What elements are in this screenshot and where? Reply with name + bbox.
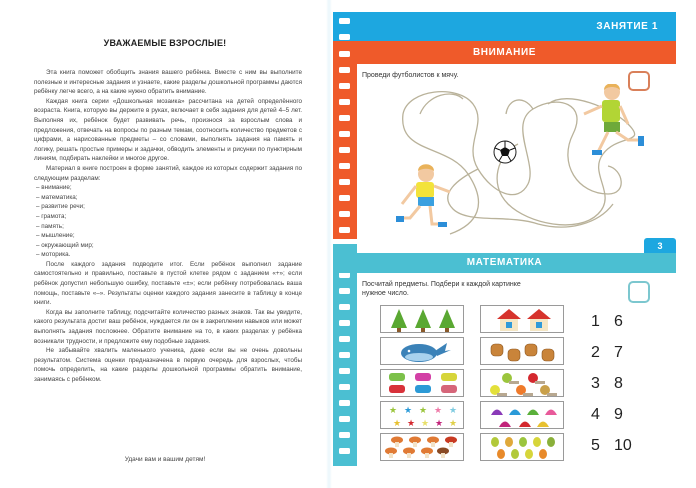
snail-icon [481,370,564,397]
math-header [333,253,676,273]
card-hats[interactable] [480,401,564,429]
list-item: – развитие речи; [36,203,85,211]
car-icon [381,370,464,397]
hat-icon [481,402,564,429]
card-fir-trees[interactable] [380,305,464,333]
math-task-line: Посчитай предметы. Подбери к каждой картинке [362,281,521,288]
card-stars[interactable] [380,401,464,429]
svg-text:★: ★ [388,405,398,415]
paragraph: Эта книга поможет обобщить знания вашего ребёнка. Вместе с ним вы выполните полезные и интересные задания и узнаете, какие разделы дошкольной программы даются ребёнку легче всего, а на какие нужно обратить внимание. [34,69,302,96]
leaf-icon [481,434,564,461]
list-item: – память; [36,222,64,230]
card-leaves[interactable] [480,433,564,461]
svg-text:★: ★ [433,405,443,415]
number-option[interactable]: 1 [591,313,600,330]
lesson-label: ЗАНЯТИЕ 1 [596,21,658,32]
binding-hole [339,336,350,342]
page-title: УВАЖАЕМЫЕ ВЗРОСЛЫЕ! [103,38,227,48]
card-snails[interactable] [480,369,564,397]
binding-hole [339,67,350,73]
binding-hole [339,448,350,454]
svg-text:★: ★ [403,405,413,415]
binding-hole [339,115,350,121]
math-task-line: нужное число. [362,290,409,297]
paragraph: Каждая книга серии «Дошкольная мозаика» рассчитана на детей определённого возраста. Книга, которую вы держите в руках, включает в себя задания для детей 4–5 лет. Выполняя их, ребёнок будет развивать речь, произнося за взрослым слова и предложения, отвечать на вопросы по разным темам, соотносить количество предметов с цифрами, а нарисованные предметы – со словами, выполнять задания на память и логику, решать простые примеры и задачки, обводить элементы и рисунки по пунктирным линиям, подбирать наклейки и многое другое. [34,97,302,163]
binding-strip-teal [333,244,357,466]
svg-text:★: ★ [392,418,402,428]
binding-hole [339,368,350,374]
football-icon [494,141,516,163]
number-option[interactable]: 5 [591,437,600,454]
binding-hole [339,179,350,185]
star-icon [381,402,464,429]
binding-hole [339,304,350,310]
binding-hole [339,288,350,294]
attention-heading: ВНИМАНИЕ [472,47,537,58]
paragraph: После каждого задания подводите итог. Если ребёнок выполнил задание самостоятельно и правильно, поставьте в пустой клетке рядом с заданием «+»; если ребёнок допустил небольшую ошибку, поставьте «±»; если ребёнку потребовалась ваша помощь, поставьте «–». Результаты оценки каждого задания занесите в таблицу в конце книги. [34,260,302,307]
attention-header [333,41,676,64]
binding-hole [339,147,350,153]
list-item: – моторика. [36,251,71,259]
binding-hole [339,400,350,406]
binding-hole [339,83,350,89]
svg-text:★: ★ [434,418,444,428]
right-page [332,0,696,488]
left-football-player-icon [396,164,450,227]
mushroom-icon [381,434,464,461]
number-option[interactable]: 10 [614,437,632,454]
list-item: – грамота; [36,212,67,220]
binding-hole [339,320,350,326]
svg-text:★: ★ [418,405,428,415]
svg-text:★: ★ [448,418,458,428]
binding-hole [339,227,350,233]
paragraph: Материал в книге построен в форме занятий, каждое из которых содержит задания по следующим разделам: [34,164,302,182]
house-icon [481,306,564,333]
math-task [362,280,592,298]
list-item: – окружающий мир; [36,241,94,249]
basket-icon [481,338,564,365]
card-whale[interactable] [380,337,464,365]
binding-hole [339,352,350,358]
svg-text:★: ★ [420,418,430,428]
binding-hole [339,384,350,390]
number-option[interactable]: 4 [591,406,600,423]
maze-paths [403,92,635,234]
card-houses[interactable] [480,305,564,333]
attention-task: Проведи футболистов к мячу. [362,72,459,79]
football-maze-illustration [358,84,676,240]
intro-text [34,68,302,385]
binding-hole [339,99,350,105]
binding-hole [339,51,350,57]
number-option[interactable]: 7 [614,344,623,361]
lesson-header [333,12,676,41]
list-item: – мышление; [36,232,75,240]
whale-icon [381,338,464,365]
binding-hole [339,211,350,217]
math-checkbox[interactable] [628,281,650,303]
binding-hole [339,195,350,201]
binding-hole [339,34,350,40]
list-item: – внимание; [36,184,72,192]
binding-hole [339,432,350,438]
binding-hole [339,18,350,24]
number-option[interactable]: 8 [614,375,623,392]
list-item: – математика; [36,193,78,201]
fir-tree-icon [381,306,464,333]
paragraph: Когда вы заполните таблицу, подсчитайте количество разных знаков. Так вы увидите, какого результата достиг ваш ребёнок, нуждается ли он в закреплении навыков или может выполнять задания посложнее. Обратите внимание на то, в каких разделах у ребёнка возникали трудности, и предложите ему подобные задания. [34,308,302,345]
binding-hole [339,163,350,169]
number-option[interactable]: 2 [591,344,600,361]
svg-text:★: ★ [406,418,416,428]
sections-list [34,183,302,260]
number-option[interactable]: 9 [614,406,623,423]
math-heading: МАТЕМАТИКА [466,257,543,268]
binding-strip-orange [333,41,357,239]
card-baskets[interactable] [480,337,564,365]
number-option[interactable]: 6 [614,313,623,330]
card-cars[interactable] [380,369,464,397]
sign-off: Удачи вам и вашим детям! [124,456,206,463]
binding-hole [339,416,350,422]
page-number: 3 [657,241,663,251]
left-page [0,0,330,488]
number-option[interactable]: 3 [591,375,600,392]
card-mushrooms[interactable] [380,433,464,461]
paragraph: Не забывайте хвалить маленького ученика, даже если вы не очень довольны результатом. Система оценки предназначена в первую очередь для взрослых, чтобы помочь определить, на какие разделы дошкольной программы обратить внимание, занимаясь с ребёнком. [34,347,302,383]
svg-text:★: ★ [448,405,458,415]
binding-hole [339,131,350,137]
